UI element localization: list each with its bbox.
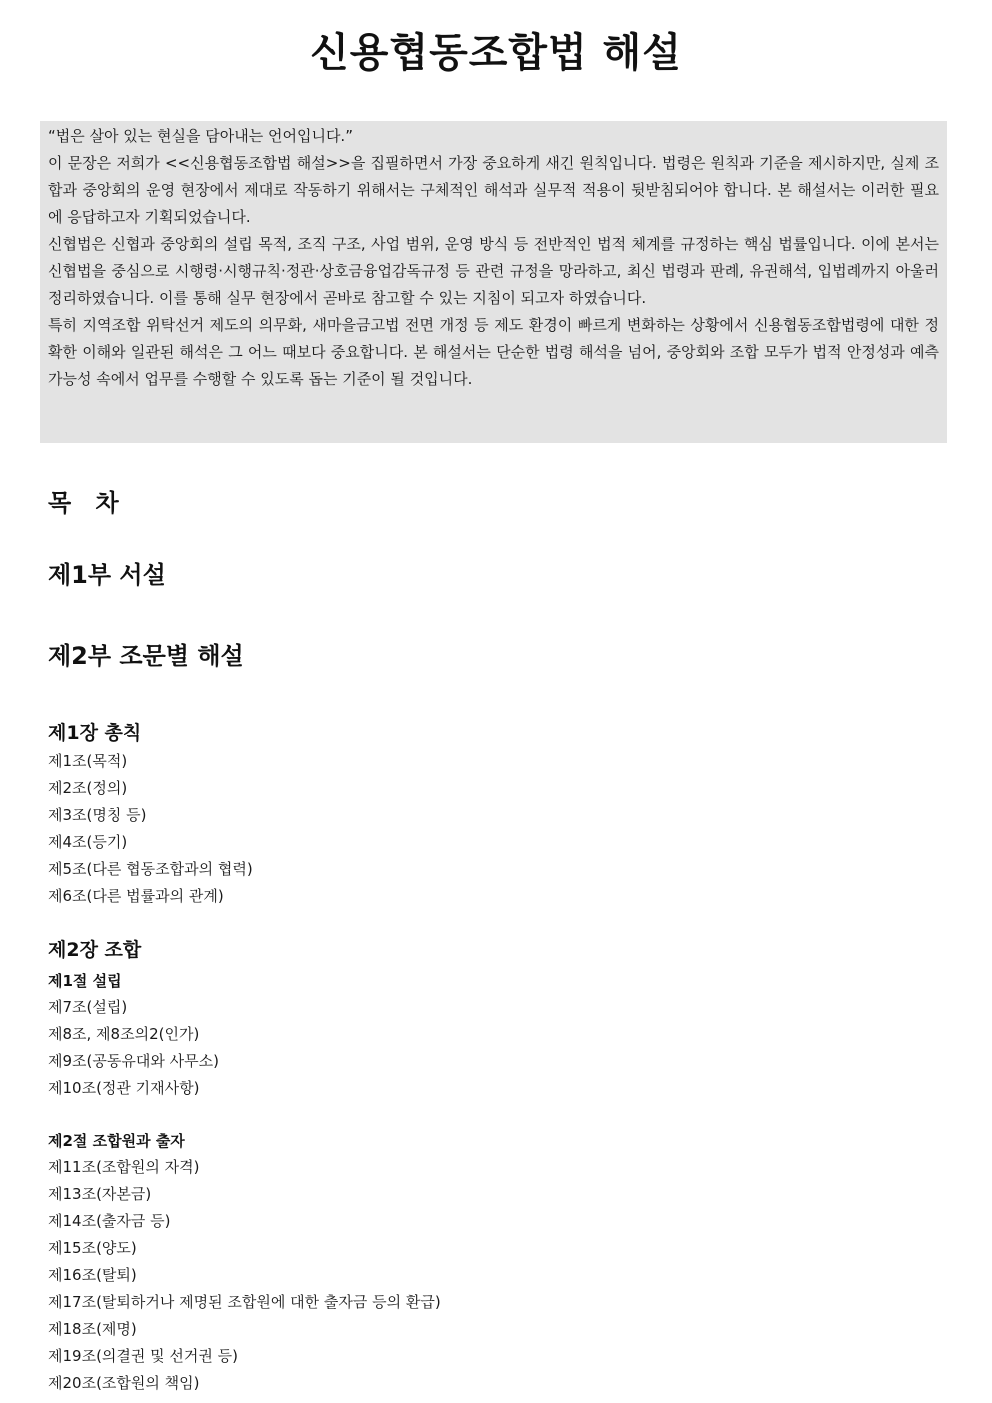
preface-quote: “법은 살아 있는 현실을 담아내는 언어입니다.” — [48, 127, 353, 145]
part-heading: 제1부 서설 — [48, 561, 166, 589]
toc-article-item: 제7조(설립) — [48, 998, 128, 1016]
preface-paragraph: 이 문장은 저희가 <<신용협동조합법 해설>>을 집필하면서 가장 중요하게 새긴 원칙입니다. 법령은 원칙과 기준을 제시하지만, 실제 조합과 중앙회의 운영 현장에서 제대로 작동하기 위해서는 구체적인 해석과 실무적 적용이 뒷받침되어야 합니다. 본 해설서는 이러한 필요에 응답하고자 기획되었습니다. — [48, 154, 939, 226]
toc-article-item: 제17조(탈퇴하거나 제명된 조합원에 대한 출자금 등의 환급) — [48, 1293, 441, 1311]
preface-paragraph: 신협법은 신협과 중앙회의 설립 목적, 조직 구조, 사업 범위, 운영 방식 등 전반적인 법적 체계를 규정하는 핵심 법률입니다. 이에 본서는 신협법을 중심으로 시행령·시행규칙·정관·상호금융업감독규정 등 관련 규정을 망라하고, 최신 법령과 판례, 유권해석, 입법례까지 아울러 정리하였습니다. 이를 통해 실무 현장에서 곧바로 참고할 수 있는 지침이 되고자 하였습니다. — [48, 235, 939, 307]
document-title: 신용협동조합법 해설 — [310, 30, 682, 76]
toc-title: 목 차 — [48, 489, 127, 517]
article-list — [48, 994, 219, 1102]
article-list — [48, 1154, 441, 1397]
section-heading: 제1절 설립 — [48, 972, 122, 990]
toc-article-item: 제4조(등기) — [48, 833, 128, 851]
toc-article-item: 제10조(정관 기재사항) — [48, 1079, 200, 1097]
toc-article-item: 제3조(명칭 등) — [48, 806, 147, 824]
section-heading: 제2절 조합원과 출자 — [48, 1132, 185, 1150]
toc-article-item: 제9조(공동유대와 사무소) — [48, 1052, 219, 1070]
toc-article-item: 제15조(양도) — [48, 1239, 137, 1257]
toc-article-item: 제18조(제명) — [48, 1320, 137, 1338]
part-heading: 제2부 조문별 해설 — [48, 642, 244, 670]
toc-article-item: 제20조(조합원의 책임) — [48, 1374, 200, 1392]
toc-article-item: 제6조(다른 법률과의 관계) — [48, 887, 224, 905]
preface-box — [40, 121, 947, 443]
toc-article-item: 제5조(다른 협동조합과의 협력) — [48, 860, 253, 878]
preface-paragraph: 특히 지역조합 위탁선거 제도의 의무화, 새마을금고법 전면 개정 등 제도 환경이 빠르게 변화하는 상황에서 신용협동조합법령에 대한 정확한 이해와 일관된 해석은 그 어느 때보다 중요합니다. 본 해설서는 단순한 법령 해석을 넘어, 중앙회와 조합 모두가 법적 안정성과 예측 가능성 속에서 업무를 수행할 수 있도록 돕는 기준이 될 것입니다. — [48, 316, 939, 388]
toc-article-item: 제14조(출자금 등) — [48, 1212, 171, 1230]
toc-article-item: 제16조(탈퇴) — [48, 1266, 137, 1284]
chapter-heading: 제2장 조합 — [48, 939, 142, 961]
toc-article-item: 제2조(정의) — [48, 779, 128, 797]
article-list — [48, 748, 253, 910]
toc-article-item: 제13조(자본금) — [48, 1185, 152, 1203]
toc-article-item: 제11조(조합원의 자격) — [48, 1158, 200, 1176]
toc-article-item: 제19조(의결권 및 선거권 등) — [48, 1347, 238, 1365]
toc-article-item: 제1조(목적) — [48, 752, 128, 770]
toc-article-item: 제8조, 제8조의2(인가) — [48, 1025, 200, 1043]
chapter-heading: 제1장 총칙 — [48, 722, 142, 744]
